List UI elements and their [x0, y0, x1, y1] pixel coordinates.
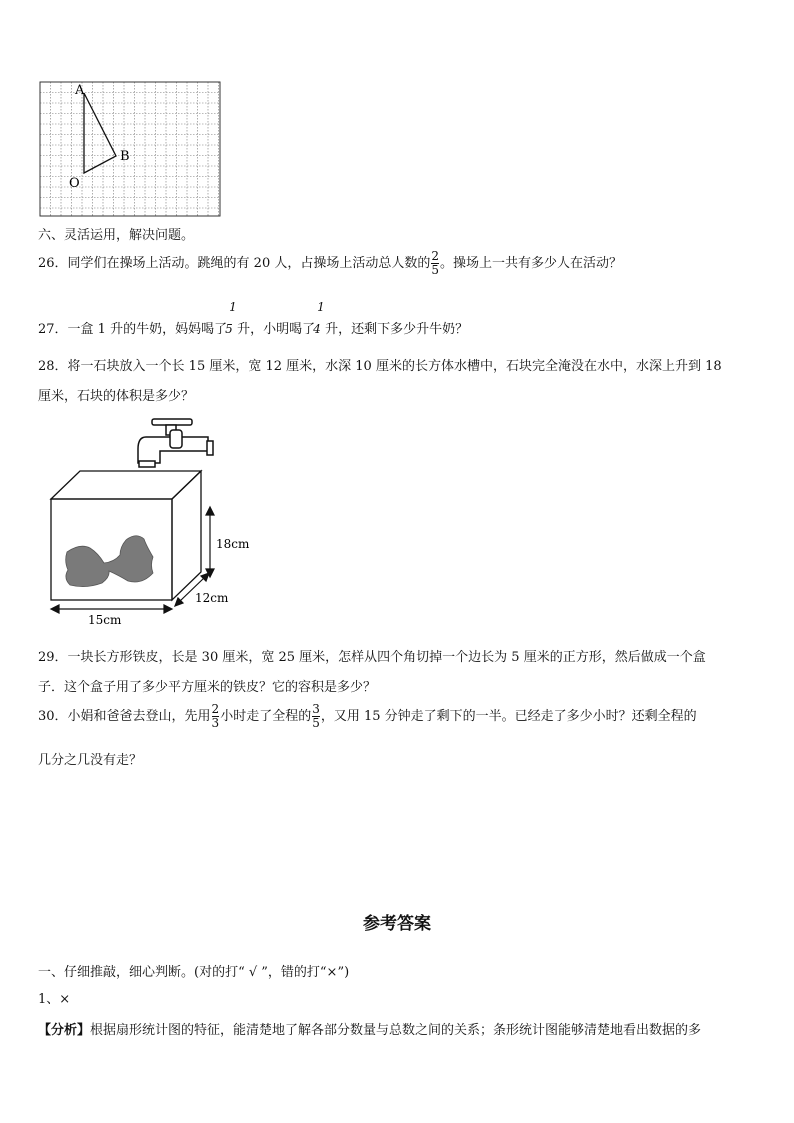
- q27-text-middle: 升，小明喝了: [237, 322, 316, 337]
- point-o-label: O: [69, 176, 80, 191]
- question-29-line-1: 29．一块长方形铁皮，长是 30 厘米，宽 25 厘米，怎样从四个角切掉一个边长为 5 厘米的正方形，然后做成一个盒: [38, 650, 706, 665]
- analysis-text: 根据扇形统计图的特征，能清楚地了解各部分数量与总数之间的关系；条形统计图能够清楚地看出数据的多: [90, 1023, 702, 1038]
- q26-text-before: 26．同学们在操场上活动。跳绳的有 20 人，占操场上活动总人数的: [38, 256, 431, 271]
- length-arrow: [51, 605, 172, 613]
- faucet-icon: [138, 419, 213, 467]
- q27-fraction-1: 1 5: [225, 299, 237, 336]
- question-27: [38, 299, 469, 337]
- question-26: [38, 250, 622, 277]
- question-29-line-2: 子．这个盒子用了多少平方厘米的铁皮？它的容积是多少？: [38, 680, 377, 695]
- q30-text-after: ，又用 15 分钟走了剩下的一半。已经走了多少小时？还剩全程的: [320, 709, 697, 724]
- q30-text-middle: 小时走了全程的: [220, 709, 312, 724]
- answers-section-1: 一、仔细推敲，细心判断。(对的打“ √ ”，错的打“×”): [38, 965, 350, 980]
- height-arrow: [206, 507, 214, 577]
- analysis-paragraph: [38, 1019, 701, 1038]
- q27-text-after: 升，还剩下多少升牛奶？: [325, 322, 469, 337]
- q30-text-before: 30．小娟和爸爸去登山，先用: [38, 709, 211, 724]
- section-six-title: 六、灵活运用，解决问题。: [38, 228, 195, 243]
- grid-lines: [40, 82, 220, 216]
- question-30: [38, 703, 697, 730]
- grid-triangle-figure: [38, 80, 224, 220]
- answer-item-1: 1、×: [38, 992, 71, 1007]
- length-label: 15cm: [88, 613, 122, 627]
- height-label: 18cm: [216, 537, 250, 551]
- q27-text-before: 27．一盒 1 升的牛奶，妈妈喝了: [38, 322, 228, 337]
- analysis-tag: 【分析】: [38, 1023, 91, 1038]
- question-28-line-2: 厘米，石块的体积是多少？: [38, 389, 195, 404]
- point-b-label: B: [120, 149, 130, 164]
- width-label: 12cm: [195, 591, 229, 605]
- q26-text-after: 。操场上一共有多少人在活动？: [440, 256, 623, 271]
- answers-title: 参考答案: [363, 914, 431, 934]
- point-a-label: A: [75, 83, 85, 98]
- q30-fraction-2: $\frac{3}{5}$: [312, 702, 320, 730]
- q30-fraction-1: $\frac{2}{3}$: [211, 702, 220, 730]
- question-28-line-1: 28．将一石块放入一个长 15 厘米，宽 12 厘米，水深 10 厘米的长方体水槽中，石块完全淹没在水中，水深上升到 18: [38, 359, 722, 374]
- triangle-shape: [84, 93, 116, 173]
- question-30-line-2: 几分之几没有走？: [38, 753, 143, 768]
- q27-fraction-2: 1 4: [313, 299, 325, 336]
- q26-fraction: $\frac{2}{5}$: [431, 249, 439, 277]
- stone-shape: [66, 536, 153, 587]
- water-tank-figure: [40, 415, 270, 630]
